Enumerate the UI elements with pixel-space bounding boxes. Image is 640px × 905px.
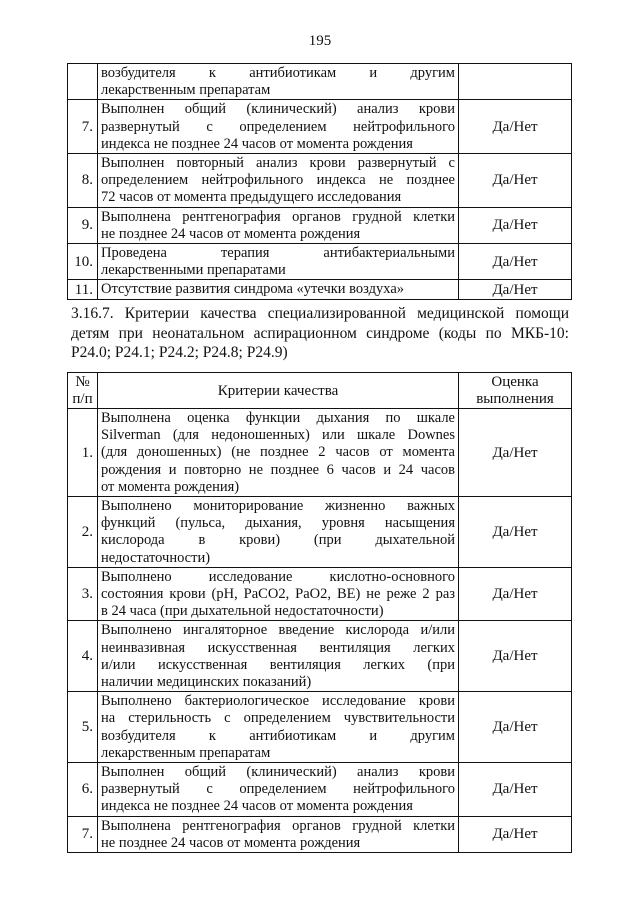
table-row — [68, 409, 572, 497]
quality-criteria-table — [67, 372, 572, 853]
page-number: 195 — [308, 33, 332, 49]
criterion-line: состояния крови (pH, PaCO2, PaO2, BE) не реже 2 раз — [101, 586, 455, 603]
criterion-text — [98, 816, 459, 852]
assessment-value: Да/Нет — [459, 154, 572, 208]
row-number: 9. — [68, 207, 98, 243]
criterion-line: Silverman (для недоношенных) или шкале Downes — [101, 427, 455, 444]
criterion-text — [98, 207, 459, 243]
criterion-line: не позднее 24 часов от момента рождения — [101, 225, 361, 242]
header-criteria: Критерии качества — [98, 373, 459, 409]
criterion-line: Выполнена рентгенография органов грудной клетки — [101, 817, 455, 834]
criterion-line: Выполнена оценка функции дыхания по шкале — [101, 410, 455, 426]
criterion-line: рождения и повторно не позднее 6 часов и 24 часов — [101, 461, 455, 478]
row-number: 2. — [68, 497, 98, 568]
table-row — [68, 280, 572, 299]
criterion-line: индекса не позднее 24 часов от момента рождения — [101, 135, 413, 152]
criterion-text — [98, 763, 459, 817]
criterion-line: не позднее 24 часов от момента рождения — [101, 834, 361, 851]
criterion-line: Выполнен общий (клинический) анализ крови — [101, 764, 455, 781]
assessment-value: Да/Нет — [459, 280, 572, 299]
criterion-line: определением нейтрофильного индекса не позднее — [101, 172, 455, 189]
section-heading: 3.16.7. Критерии качества специализированной медицинской помощи детям при неонатальном аспирационном синдроме (коды по МКБ-10: P24.0; P24.1; P24.2; P24.8; P24.9) — [71, 305, 569, 361]
assessment-value: Да/Нет — [459, 497, 572, 568]
criterion-text — [98, 567, 459, 621]
table-row — [68, 692, 572, 763]
table-row — [68, 64, 572, 100]
row-number — [68, 64, 98, 100]
table-row — [68, 763, 572, 817]
row-number: 7. — [68, 816, 98, 852]
criterion-line: лекарственными препаратами — [101, 262, 286, 279]
criterion-line: неинвазивная искусственная вентиляция легких — [101, 639, 455, 656]
criterion-line: лекарственным препаратам — [101, 744, 271, 761]
table-row — [68, 100, 572, 154]
criterion-line: развернутый с определением нейтрофильного — [101, 118, 455, 135]
table-row — [68, 497, 572, 568]
criterion-line: в 24 часа (при дыхательной недостаточности) — [101, 603, 384, 620]
table-row — [68, 244, 572, 280]
criterion-text — [98, 154, 459, 208]
criterion-text — [98, 692, 459, 763]
criterion-line: возбудителя к антибиотикам и другим — [101, 65, 455, 81]
criterion-line: (для доношенных) (не позднее 2 часов от момента — [101, 444, 455, 461]
criterion-text — [98, 497, 459, 568]
criterion-line: Проведена терапия антибактериальными — [101, 245, 455, 262]
criterion-line: Выполнено ингаляторное введение кислорода и/или — [101, 622, 455, 639]
table-row — [68, 816, 572, 852]
assessment-value: Да/Нет — [459, 100, 572, 154]
header-row — [68, 373, 572, 409]
row-number: 3. — [68, 567, 98, 621]
criterion-line: Выполнена рентгенография органов грудной клетки — [101, 208, 455, 225]
criterion-line: развернутый с определением нейтрофильного — [101, 781, 455, 798]
assessment-value — [459, 64, 572, 100]
criterion-line: кислорода в крови) (при дыхательной — [101, 532, 455, 549]
criterion-text — [98, 621, 459, 692]
assessment-value: Да/Нет — [459, 207, 572, 243]
criterion-text — [98, 244, 459, 280]
row-number: 1. — [68, 409, 98, 497]
criterion-line: индекса не позднее 24 часов от момента рождения — [101, 798, 413, 815]
criterion-line: Выполнен повторный анализ крови развернутый с — [101, 155, 455, 172]
assessment-value: Да/Нет — [459, 816, 572, 852]
criterion-line: Выполнено мониторирование жизненно важных — [101, 498, 455, 515]
row-number: 10. — [68, 244, 98, 280]
assessment-value: Да/Нет — [459, 567, 572, 621]
table-row — [68, 207, 572, 243]
criterion-line: 72 часов от момента предыдущего исследования — [101, 189, 402, 206]
criterion-line: возбудителя к антибиотикам и другим — [101, 727, 455, 744]
criterion-line: Выполнено бактериологическое исследование крови — [101, 693, 455, 710]
criterion-text — [98, 409, 459, 497]
assessment-value: Да/Нет — [459, 763, 572, 817]
criterion-text — [98, 100, 459, 154]
criterion-text — [98, 280, 459, 299]
assessment-value: Да/Нет — [459, 621, 572, 692]
table-row — [68, 567, 572, 621]
criterion-line: функций (пульса, дыхания, уровня насыщения — [101, 515, 455, 532]
top-table-body — [68, 64, 572, 300]
row-number: 6. — [68, 763, 98, 817]
main-table-body — [68, 409, 572, 853]
criterion-line: лекарственным препаратам — [101, 82, 271, 99]
criterion-line: Отсутствие развития синдрома «утечки воздуха» — [101, 281, 405, 298]
row-number: 5. — [68, 692, 98, 763]
criterion-line: наличии медицинских показаний) — [101, 674, 312, 691]
criterion-text — [98, 64, 459, 100]
criterion-line: на стерильность с определением чувствительности — [101, 710, 455, 727]
criterion-line: Выполнено исследование кислотно-основного — [101, 568, 455, 585]
criteria-table-continued — [67, 63, 572, 300]
row-number: 8. — [68, 154, 98, 208]
row-number: 11. — [68, 280, 98, 299]
table-row — [68, 154, 572, 208]
row-number: 4. — [68, 621, 98, 692]
assessment-value: Да/Нет — [459, 409, 572, 497]
criterion-line: и/или искусственная вентиляция легких (при — [101, 656, 455, 673]
table-row — [68, 621, 572, 692]
row-number: 7. — [68, 100, 98, 154]
criterion-line: недостаточности) — [101, 549, 211, 566]
header-assessment: Оценка выполнения — [459, 373, 572, 409]
criterion-line: Выполнен общий (клинический) анализ крови — [101, 101, 455, 118]
assessment-value: Да/Нет — [459, 692, 572, 763]
table-header — [68, 373, 572, 409]
header-num: № п/п — [68, 373, 98, 409]
assessment-value: Да/Нет — [459, 244, 572, 280]
criterion-line: от момента рождения) — [101, 478, 240, 495]
